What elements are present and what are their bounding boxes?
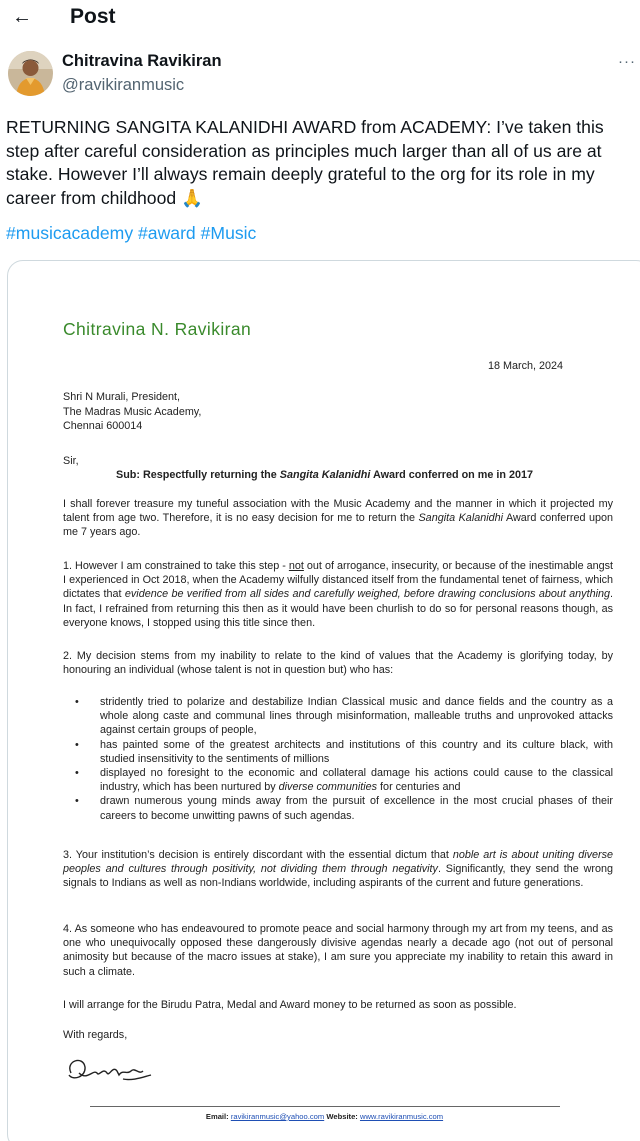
paragraph-text: . Significantly, they send the wrong signals to Indians as well as non-Indians worldwide, including aspirants of the current and future generations. (63, 863, 613, 890)
subject-award-name: Sangita Kalanidhi (279, 469, 371, 481)
avatar[interactable] (8, 51, 53, 96)
page-title: Post (70, 5, 116, 28)
letter-date: 18 March, 2024 (488, 360, 564, 372)
signature-image (63, 1051, 163, 1091)
more-options-icon[interactable]: ··· (618, 53, 636, 70)
italic-phrase: diverse communities (278, 781, 378, 794)
letter-footer (8, 1112, 640, 1121)
author-name[interactable]: Chitravina Ravikiran (62, 52, 222, 70)
letter-paragraph-1 (63, 559, 613, 630)
attached-letter-image[interactable] (7, 260, 640, 1141)
paragraph-text: . In fact, I refrained from returning this then as it would have been churlish to do so for personal reasons though, as everyone knows, I stopped using this title since then. (63, 588, 613, 629)
hashtag-link[interactable]: #award (138, 223, 196, 243)
award-name: Sangita Kalanidhi (418, 512, 504, 525)
website-link[interactable]: www.ravikiranmusic.com (359, 1112, 444, 1121)
underlined-word: not (288, 560, 304, 572)
address-line: Shri N Murali, President, (63, 391, 181, 403)
letter-paragraph (63, 497, 613, 540)
italic-quote: noble art is about uniting diverse peoples and cultures through positivity, not dividing them through negativity (63, 849, 614, 876)
letter-paragraph-2: 2. My decision stems from my inability to relate to the kind of values that the Academy is glorifying today, by honouring an individual (whose talent is not in question but) who has: (63, 650, 613, 677)
email-link[interactable]: ravikiranmusic@yahoo.com (230, 1112, 325, 1121)
address-line: The Madras Music Academy, (63, 405, 202, 418)
paragraph-text: I shall forever treasure my tuneful association with the Music Academy and the manner in which it projected my talent from age two. Therefore, it is no easy decision for me to return the (63, 498, 613, 525)
letter-subject (8, 469, 640, 481)
bullet-item: • stridently tried to polarize and destabilize Indian Classical music and dance fields and the country as a whole along caste and communal lines through misinformation, malleable truths and unprovoked attacks against certain groups of people, (63, 695, 613, 738)
bullet-text: displayed no foresight to the economic and collateral damage his actions could cause to the classical industry, which has been nurtured by (100, 767, 613, 794)
letter-paragraph-3 (63, 848, 613, 891)
bullet-item (63, 766, 613, 794)
paragraph-text: 3. Your institution’s decision is entirely discordant with the essential dictum that (63, 849, 453, 861)
footer-divider (90, 1106, 560, 1107)
back-arrow-icon[interactable]: ← (12, 6, 32, 28)
subject-text: Sub: Respectfully returning the (116, 469, 280, 481)
hashtag-link[interactable]: #musicacademy (6, 223, 134, 243)
email-label: Email: (205, 1112, 229, 1121)
letterhead-name: Chitravina N. Ravikiran (63, 319, 252, 339)
letter-paragraph-5: I will arrange for the Birudu Patra, Medal and Award money to be returned as soon as possible. (63, 999, 517, 1011)
hashtag-list (6, 222, 256, 246)
bullet-item: • has painted some of the greatest architects and institutions of this country and its culture black, with studied insensitivity to the sentiments of millions (63, 738, 613, 766)
paragraph-text: Award conferred upon me 7 years ago. (63, 512, 613, 539)
tweet-text: RETURNING SANGITA KALANIDHI AWARD from ACADEMY: I’ve taken this step after careful consideration as principles much larger than all of us are at stake. However I’ll always remain deeply grateful to the org for its role in my career from childhood 🙏 (6, 117, 604, 208)
italic-quote: evidence be verified from all sides and carefully weighed, before drawing conclusions about anything (124, 588, 610, 601)
header-bar (0, 0, 640, 36)
letter-paragraph-4: 4. As someone who has endeavoured to promote peace and social harmony through my art from my teens, and as one who unequivocally opposed these dangerously divisive agendas nearly a decade ago (not out of personal animosity but because of the macro issues at stake), I am sure you appreciate my inability to retain this award in such a climate. (63, 923, 613, 978)
website-label: Website: (326, 1112, 358, 1121)
recipient-address (63, 390, 201, 434)
bullet-list (63, 695, 613, 823)
letter-closing: With regards, (63, 1029, 128, 1041)
salutation: Sir, (63, 455, 79, 467)
hashtag-link[interactable]: #Music (200, 223, 257, 243)
letter-document (8, 261, 640, 1141)
bullet-item: • drawn numerous young minds away from the pursuit of excellence in the most crucial phases of their careers to become unwitting pawns of such agendas. (63, 794, 613, 822)
bullet-text: for centuries and (377, 781, 461, 794)
author-handle[interactable]: @ravikiranmusic (62, 76, 185, 94)
subject-text: Award conferred on me in 2017 (370, 469, 533, 481)
paragraph-text: out of arrogance, insecurity, or because of the inestimable angst I experienced in Oct 2018, when the Academy wilfully distanced itself from the fundamental tenet of fairness, which dictates that (63, 560, 614, 601)
address-line: Chennai 600014 (63, 420, 143, 432)
paragraph-text: 1. However I am constrained to take this step - (63, 560, 289, 572)
